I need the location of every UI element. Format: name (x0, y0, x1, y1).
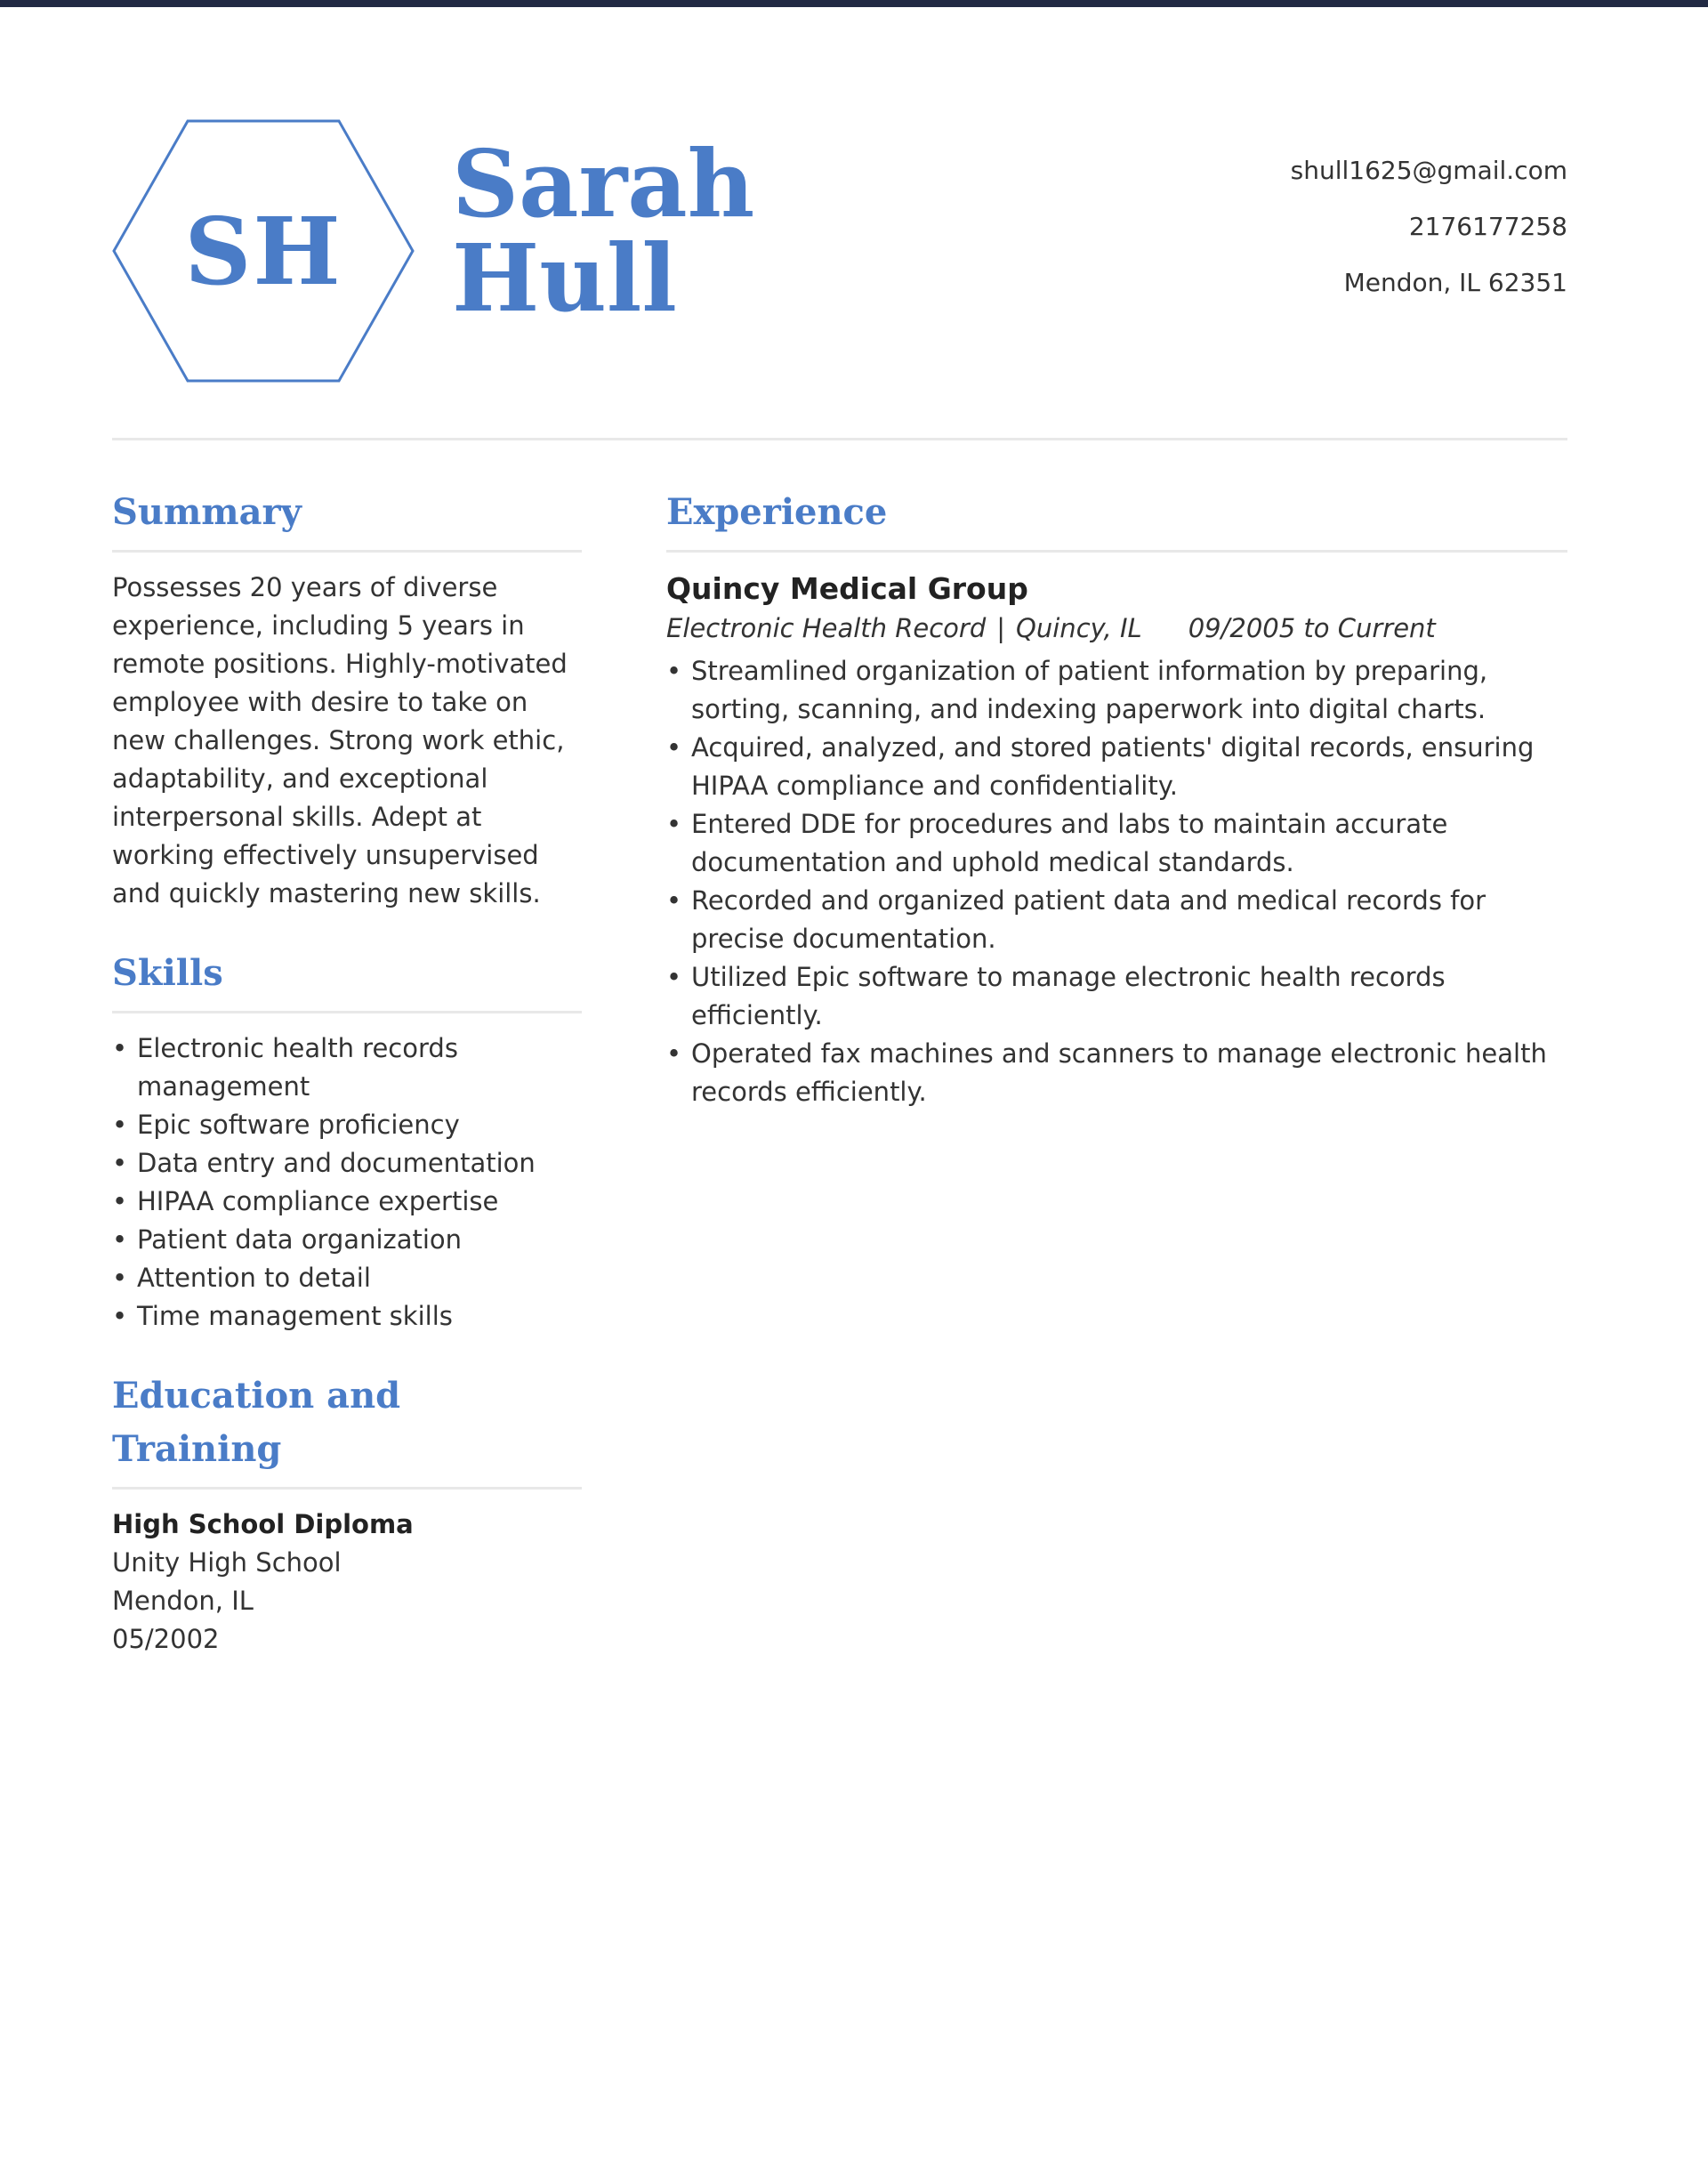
skill-item: • HIPAA compliance expertise (112, 1183, 582, 1221)
job-entry (666, 569, 1567, 1111)
summary-section (112, 486, 582, 913)
education-location: Mendon, IL (112, 1586, 254, 1616)
education-degree: High School Diploma (112, 1509, 414, 1539)
job-bullet: • Acquired, analyzed, and stored patients' digital records, ensuring HIPAA compliance and confidentiality. (666, 729, 1567, 805)
job-role: Electronic Health Record (666, 613, 987, 643)
skills-list (112, 1029, 582, 1336)
job-bullet: • Operated fax machines and scanners to manage electronic health records efficiently. (666, 1035, 1567, 1111)
skills-section (112, 947, 582, 1336)
job-bullet: • Utilized Epic software to manage electronic health records efficiently. (666, 958, 1567, 1035)
experience-section (666, 486, 1567, 1111)
job-bullets (666, 652, 1567, 1111)
education-section (112, 1369, 582, 1659)
right-column (666, 486, 1567, 1111)
top-accent-bar (0, 0, 1708, 7)
monogram-initials: SH (184, 196, 342, 306)
summary-heading: Summary (112, 486, 582, 553)
skill-item: • Data entry and documentation (112, 1144, 582, 1183)
last-name: Hull (452, 223, 677, 333)
skill-item: • Electronic health records management (112, 1029, 582, 1106)
location: Mendon, IL 62351 (1343, 268, 1567, 297)
skill-item: • Epic software proficiency (112, 1106, 582, 1144)
job-bullet: • Recorded and organized patient data and medical records for precise documentation. (666, 882, 1567, 958)
email: shull1625@gmail.com (1290, 156, 1567, 185)
education-heading: Education and Training (112, 1369, 582, 1490)
skill-item: • Patient data organization (112, 1221, 582, 1259)
job-bullet: • Streamlined organization of patient information by preparing, sorting, scanning, and indexing paperwork into digital charts. (666, 652, 1567, 729)
summary-text: Possesses 20 years of diverse experience, including 5 years in remote positions. Highly-motivated employee with desire to take on new challenges. Strong work ethic, adaptability, and exceptional interpersonal skills. Adept at working effectively unsupervised and quickly mastering new skills. (112, 572, 568, 908)
skills-heading: Skills (112, 947, 582, 1013)
education-date: 05/2002 (112, 1624, 220, 1654)
job-meta-separator: | (996, 613, 1006, 643)
left-column (112, 486, 582, 1659)
first-name: Sarah (452, 129, 755, 238)
job-company: Quincy Medical Group (666, 571, 1028, 606)
education-school: Unity High School (112, 1547, 342, 1578)
job-bullet: • Entered DDE for procedures and labs to maintain accurate documentation and uphold medical standards. (666, 805, 1567, 882)
candidate-name (452, 129, 755, 333)
header-divider (112, 438, 1567, 440)
phone: 2176177258 (1408, 212, 1567, 241)
skill-item: • Time management skills (112, 1297, 582, 1336)
job-dates: 09/2005 to Current (1188, 613, 1436, 643)
experience-heading: Experience (666, 486, 1567, 553)
job-location: Quincy, IL (1016, 613, 1142, 643)
contact-info (1291, 153, 1567, 321)
job-meta (666, 610, 1567, 647)
skill-item: • Attention to detail (112, 1259, 582, 1297)
